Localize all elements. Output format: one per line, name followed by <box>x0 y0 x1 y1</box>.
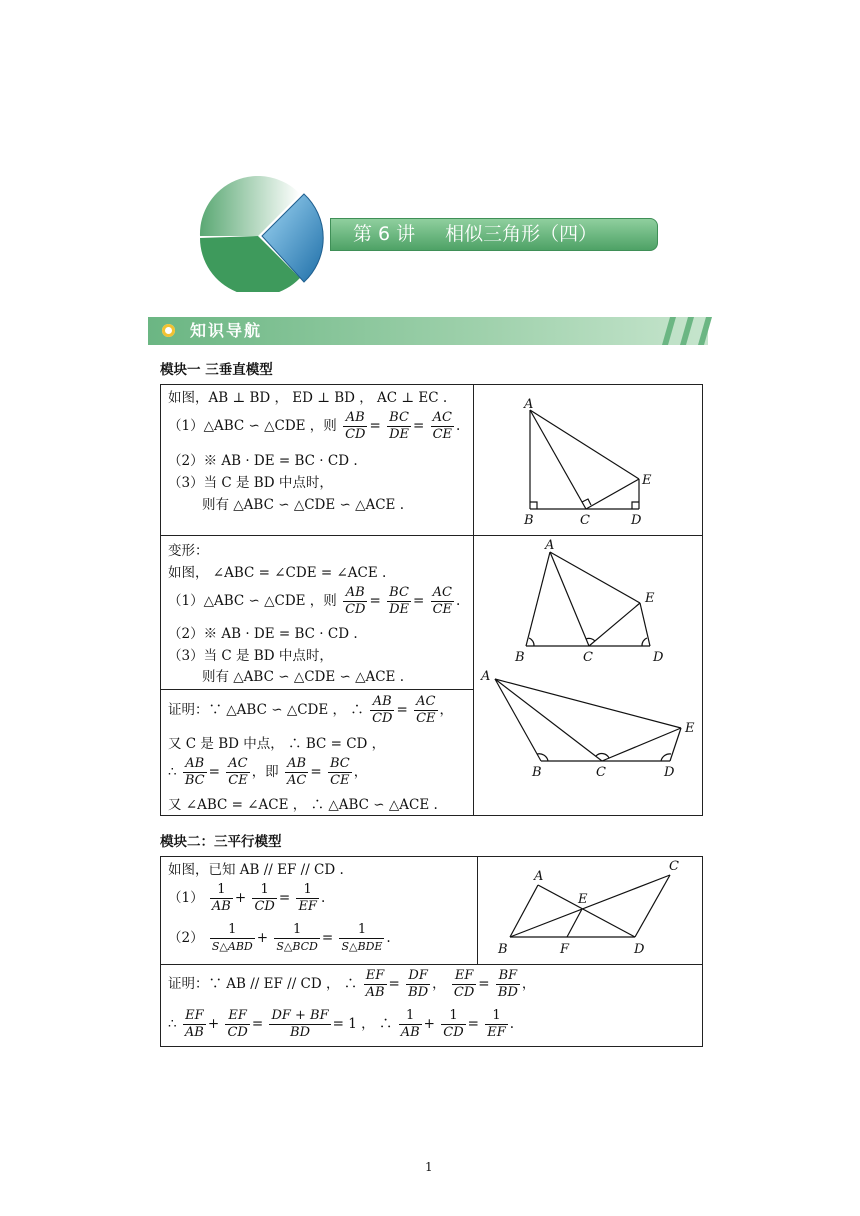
fraction: $\frac{AB}{BC}$ <box>184 756 205 788</box>
vertex-label-E: E <box>685 721 695 736</box>
table-divider <box>160 689 474 690</box>
vertex-label-B: B <box>524 513 534 528</box>
fraction: $\frac{1}{\text{S△BCD}}$ <box>276 922 318 953</box>
vertex-label-C: C <box>669 859 679 874</box>
module2-proof-line2: ∴ $\frac{EF}{AB}$ + $\frac{EF}{CD}$ = $\frac{DF + BF}{BD}$ = 1 ， ∴ $\frac{1}{AB}$ + $\frac{1}{CD}$ = $\frac{1}{EF}$ . <box>168 1008 515 1040</box>
fraction: $\frac{AB}{CD}$ <box>345 585 366 617</box>
header-pie-graphic <box>196 176 328 292</box>
fraction: $\frac{1}{AB}$ <box>400 1008 420 1040</box>
vertex-label-A: A <box>534 869 544 884</box>
slash-decoration-icon <box>652 317 714 345</box>
fraction: $\frac{1}{CD}$ <box>254 882 275 914</box>
three-perpendicular-figure <box>518 392 668 530</box>
fraction: $\frac{AC}{CE}$ <box>432 585 453 617</box>
module1-title: 模块一 三垂直模型 <box>160 362 273 378</box>
proof-line2: 又 C 是 BD 中点， ∴ BC = CD ， <box>168 736 386 752</box>
fraction: $\frac{AC}{CE}$ <box>432 410 453 442</box>
fraction: $\frac{1}{EF}$ <box>487 1008 506 1040</box>
proof-line3: ∴ $\frac{AB}{BC}$ = $\frac{AC}{CE}$ ，即 $\frac{AB}{AC}$ = $\frac{BC}{CE}$ ， <box>168 756 368 788</box>
vertex-label-B: B <box>498 942 508 957</box>
box1-item1-label: （1）△ABC ∽ △CDE ，则 <box>168 418 337 434</box>
box1-item3: （3）当 C 是 BD 中点时， <box>168 475 333 491</box>
vertex-label-D: D <box>664 765 675 780</box>
vertex-label-B: B <box>515 650 525 665</box>
box2-label: 变形： <box>168 543 209 559</box>
box1-given: 如图，AB ⊥ BD ， ED ⊥ BD ， AC ⊥ EC . <box>168 390 448 406</box>
table-divider <box>160 964 703 965</box>
fraction: $\frac{AC}{CE}$ <box>416 694 436 726</box>
vertex-label-C: C <box>583 650 593 665</box>
proof-text: 证明：∵ △ABC ∽ △CDE ， ∴ <box>168 702 364 718</box>
item-label: （1） <box>168 890 204 906</box>
therefore-symbol: ∴ <box>168 1016 177 1032</box>
box1-item2: （2）※ AB · DE = BC · CD . <box>168 453 358 469</box>
bullet-icon <box>162 324 175 337</box>
lecture-number: 第 6 讲 <box>353 223 416 245</box>
fraction: $\frac{AB}{AC}$ <box>286 756 307 788</box>
fraction: $\frac{EF}{AB}$ <box>184 1008 204 1040</box>
vertex-label-A: A <box>481 669 491 684</box>
box2-item3b: 则有 △ABC ∽ △CDE ∽ △ACE . <box>202 669 404 685</box>
fraction: $\frac{DF + BF}{BD}$ <box>271 1008 329 1040</box>
vertex-label-D: D <box>634 942 645 957</box>
vertex-label-E: E <box>578 892 588 907</box>
box2-given: 如图， ∠ABC = ∠CDE = ∠ACE . <box>168 565 387 581</box>
therefore-symbol: ∴ <box>168 764 177 780</box>
fraction: $\frac{1}{CD}$ <box>443 1008 464 1040</box>
lecture-title: 相似三角形（四） <box>445 223 598 245</box>
variant-figure-1 <box>510 538 670 666</box>
module2-item1: （1） $\frac{1}{AB}$ + $\frac{1}{CD}$ = $\frac{1}{EF}$ . <box>168 882 326 914</box>
vertex-label-F: F <box>560 942 570 957</box>
proof-text: ，即 <box>251 764 279 780</box>
fraction: $\frac{1}{EF}$ <box>298 882 317 914</box>
box2-item3: （3）当 C 是 BD 中点时， <box>168 648 333 664</box>
vertex-label-E: E <box>645 591 655 606</box>
proof-text: 证明：∵ AB // EF // CD ， ∴ <box>168 976 358 992</box>
module2-title: 模块二：三平行模型 <box>160 834 282 850</box>
box2-item1: （1）△ABC ∽ △CDE ，则 $\frac{AB}{CD}$ = $\frac{BC}{DE}$ = $\frac{AC}{CE}$ . <box>168 585 461 617</box>
three-parallel-figure <box>494 858 690 958</box>
box1-item1: （1）△ABC ∽ △CDE ，则 $\frac{AB}{CD}$ = $\frac{BC}{DE}$ = $\frac{AC}{CE}$ . <box>168 410 461 442</box>
module2-item2: （2） $\frac{1}{\text{S△ABD}}$ + $\frac{1}{\text{S△BCD}}$ = $\frac{1}{\text{S△BDE}}$ . <box>168 922 391 953</box>
vertex-label-B: B <box>532 765 542 780</box>
fraction: $\frac{AB}{CD}$ <box>345 410 366 442</box>
proof-line1: 证明：∵ △ABC ∽ △CDE ， ∴ $\frac{AB}{CD}$ = $\frac{AC}{CE}$ ， <box>168 694 454 726</box>
vertex-label-C: C <box>580 513 590 528</box>
fraction: $\frac{BF}{BD}$ <box>497 968 518 1000</box>
page-number: 1 <box>425 1160 433 1174</box>
section-label: 知识导航 <box>190 321 263 340</box>
fraction: $\frac{BC}{DE}$ <box>389 585 409 617</box>
box2-item2: （2）※ AB · DE = BC · CD . <box>168 626 358 642</box>
fraction: $\frac{EF}{CD}$ <box>453 968 475 1000</box>
module2-given: 如图，已知 AB // EF // CD . <box>168 862 344 878</box>
box2-item1-label: （1）△ABC ∽ △CDE ，则 <box>168 593 337 609</box>
vertex-label-D: D <box>631 513 642 528</box>
table-divider <box>477 856 478 965</box>
fraction: $\frac{1}{\text{S△ABD}}$ <box>211 922 253 953</box>
fraction: $\frac{EF}{AB}$ <box>365 968 385 1000</box>
fraction: $\frac{AB}{CD}$ <box>372 694 393 726</box>
section-bar <box>148 317 708 345</box>
vertex-label-E: E <box>642 473 652 488</box>
fraction: $\frac{BC}{DE}$ <box>389 410 409 442</box>
item-label: （2） <box>168 930 204 946</box>
vertex-label-A: A <box>545 538 555 553</box>
fraction: $\frac{EF}{CD}$ <box>227 1008 248 1040</box>
lecture-title-bar <box>330 218 658 251</box>
fraction: $\frac{1}{AB}$ <box>211 882 231 914</box>
fraction: $\frac{BC}{CE}$ <box>329 756 350 788</box>
table-divider <box>473 384 474 816</box>
module2-proof-line1: 证明：∵ AB // EF // CD ， ∴ $\frac{EF}{AB}$ = $\frac{DF}{BD}$ ， $\frac{EF}{CD}$ = $\frac{BF}{BD}$ ， <box>168 968 536 1000</box>
fraction: $\frac{DF}{BD}$ <box>408 968 429 1000</box>
vertex-label-C: C <box>596 765 606 780</box>
box1-item3b: 则有 △ABC ∽ △CDE ∽ △ACE . <box>202 497 404 513</box>
fraction: $\frac{AC}{CE}$ <box>228 756 248 788</box>
vertex-label-A: A <box>524 397 534 412</box>
vertex-label-D: D <box>653 650 664 665</box>
proof-line4: 又 ∠ABC = ∠ACE ， ∴ △ABC ∽ △ACE . <box>168 797 438 813</box>
variant-figure-2 <box>478 665 700 785</box>
fraction: $\frac{1}{\text{S△BDE}}$ <box>341 922 383 953</box>
table-divider <box>160 535 703 536</box>
proof-text: = 1 ， ∴ <box>332 1016 393 1032</box>
